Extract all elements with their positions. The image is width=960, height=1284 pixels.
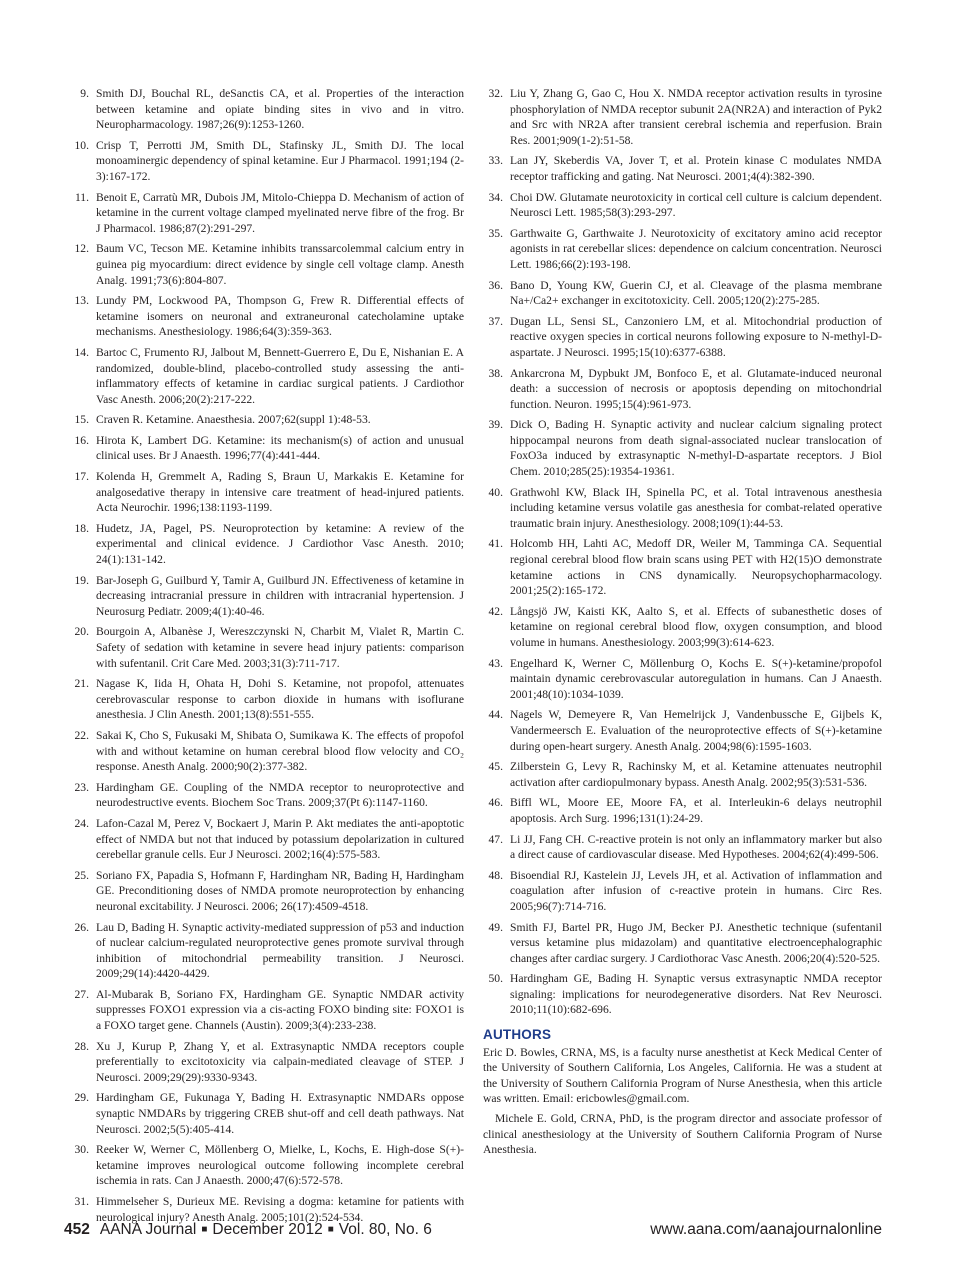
reference-item: [64, 573, 464, 620]
reference-text: Lan JY, Skeberdis VA, Jover T, et al. Protein kinase C modulates NMDA receptor trafficking and gating. Nat Neurosci. 2001;4(4):382-390.: [510, 154, 882, 183]
reference-number: 42.: [488, 604, 503, 618]
reference-item: [478, 920, 882, 967]
footer-citation: [64, 1221, 432, 1239]
references-right-column: [478, 86, 882, 1158]
reference-text: Bourgoin A, Albanèse J, Wereszczynski N, Charbit M, Vialet R, Martin C. Safety of sedation with ketamine in severe head injury patients: comparison with sufentanil. Crit Care Med. 2003;31(3):711-717.: [96, 625, 464, 670]
separator-square: ■: [327, 1224, 334, 1235]
reference-number: 39.: [488, 418, 503, 432]
reference-text: Nagels W, Demeyere R, Van Hemelrijck J, Vandenbussche E, Gijbels K, Vandermeersch E. Evaluation of the neuroprotective effects of S(+)-ketamine during open-heart surgery. Anesth Analg. 2004;98(6):1595-1603.: [510, 708, 882, 753]
reference-text: Dick O, Bading H. Synaptic activity and nuclear calcium signaling protect hippocampal neurons from death signal-associated nuclear translocation of FoxO3a induced by extrasynaptic N-methyl-D-aspartate receptors. J Biol Chem. 2010;285(25):19354-19361.: [510, 418, 882, 479]
reference-item: [478, 759, 882, 790]
reference-text: Holcomb HH, Lahti AC, Medoff DR, Weiler M, Tamminga CA. Sequential regional cerebral blood flow brain scans using PET with H2(15)O demonstrate ketamine actions in CNS dynamically. Neuropsychopharmacology. 2001;25(2):165-172.: [510, 537, 882, 598]
reference-item: [478, 366, 882, 413]
reference-list-left: [64, 86, 464, 1225]
reference-item: [64, 345, 464, 407]
reference-text: Långsjö JW, Kaisti KK, Aalto S, et al. Effects of subanesthetic doses of ketamine on regional cerebral blood flow, oxygen consumption, and blood volume in humans. Anesthesiology. 2003;99(3):614-623.: [510, 604, 882, 649]
reference-item: [478, 868, 882, 915]
reference-item: [64, 412, 464, 428]
reference-number: 26.: [74, 920, 89, 934]
journal-url: www.aana.com/aanajournalonline: [650, 1221, 882, 1238]
reference-item: [64, 780, 464, 811]
reference-text: Liu Y, Zhang G, Gao C, Hou X. NMDA receptor activation results in tyrosine phosphorylation of NMDA receptor subunit 2A(NR2A) and interaction of Pyk2 and Src with NR2A after transient cerebral ischemia and reperfusion. Brain Res. 2001;909(1-2):51-58.: [510, 87, 882, 147]
reference-item: [64, 868, 464, 915]
reference-text: Himmelseher S, Durieux ME. Revising a dogma: ketamine for patients with neurological injury? Anesth Analg. 2005;101(2):524-534.: [96, 1195, 464, 1224]
reference-text: Kolenda H, Gremmelt A, Rading S, Braun U, Markakis E. Ketamine for analgosedative therapy in intensive care treatment of head-injured patients. Acta Neurochir. 1996;138:1193-1199.: [96, 470, 464, 515]
reference-number: 27.: [74, 987, 89, 1001]
reference-text: Biffl WL, Moore EE, Moore FA, et al. Interleukin-6 delays neutrophil apoptosis. Arch Surg. 1996;131(1):24-29.: [510, 796, 882, 825]
reference-item: [64, 987, 464, 1034]
reference-text: Grathwohl KW, Black IH, Spinella PC, et al. Total intravenous anesthesia including ketamine versus volatile gas anesthesia for combat-related operative traumatic brain injury. Anesthesiology. 2008;109(1):44-53.: [510, 485, 882, 530]
reference-item: [478, 832, 882, 863]
reference-number: 14.: [74, 345, 89, 359]
reference-item: [478, 795, 882, 826]
reference-text: Zilberstein G, Levy R, Rachinsky M, et al. Ketamine attenuates neutrophil activation after cardiopulmonary bypass. Anesth Analg. 2002;95(3):531-536.: [510, 760, 882, 789]
reference-text: Hardingham GE, Bading H. Synaptic versus extrasynaptic NMDA receptor signaling: implications for neurodegenerative disorders. Nat Rev Neurosci. 2010;11(10):682-696.: [510, 972, 882, 1017]
reference-item: [478, 656, 882, 703]
reference-item: [64, 816, 464, 863]
reference-text: Baum VC, Tecson ME. Ketamine inhibits transsarcolemmal calcium entry in guinea pig myocardium: direct evidence by single cell voltage clamp. Anesth Analg. 1991;73(6):804-807.: [96, 242, 464, 287]
reference-item: [64, 676, 464, 723]
reference-number: 13.: [74, 294, 89, 308]
reference-item: [478, 86, 882, 148]
reference-item: [64, 190, 464, 237]
author-bio-gold: Michele E. Gold, CRNA, PhD, is the program director and associate professor of clinical anesthesiology at the University of Southern California Program of Nurse Anesthesia.: [483, 1112, 882, 1157]
reference-text: Craven R. Ketamine. Anaesthesia. 2007;62(suppl 1):48-53.: [96, 413, 371, 427]
reference-item: [64, 1039, 464, 1086]
reference-text: Ankarcrona M, Dypbukt JM, Bonfoco E, et al. Glutamate-induced neuronal death: a succession of necrosis or apoptosis depending on mitochondrial function. Neuron. 1995;15(4):961-973.: [510, 366, 882, 411]
reference-list-right: [478, 86, 882, 1018]
reference-item: [64, 920, 464, 982]
reference-text: Hudetz, JA, Pagel, PS. Neuroprotection by ketamine: A review of the experimental and clinical evidence. J Cardiothor Vasc Anesth. 2010; 24(1):131-142.: [96, 521, 464, 567]
authors-heading: AUTHORS: [483, 1027, 552, 1043]
reference-item: [64, 138, 464, 185]
reference-item: [64, 1142, 464, 1189]
reference-item: [478, 604, 882, 651]
reference-text: Nagase K, Iida H, Ohata H, Dohi S. Ketamine, not propofol, attenuates cerebrovascular response to carbon dioxide in humans with isoflurane anesthesia. J Clin Anesth. 2001;13(8):551-555.: [96, 677, 464, 722]
reference-number: 22.: [74, 728, 89, 742]
reference-text: Li JJ, Fang CH. C-reactive protein is not only an inflammatory marker but also a direct cause of cardiovascular disease. Med Hypotheses. 2004;62(4):499-506.: [510, 832, 882, 862]
reference-item: [64, 469, 464, 516]
reference-text: Reeker W, Werner C, Möllenberg O, Mielke, L, Kochs, E. High-dose S(+)-ketamine improves neurological outcome following incomplete cerebral ischemia in rats. Can J Anaesth. 2000;47(6):572-578.: [96, 1143, 464, 1188]
issue-date: December 2012: [212, 1221, 323, 1238]
reference-number: 11.: [74, 190, 89, 204]
references-left-column: [64, 86, 464, 1230]
reference-text: Al-Mubarak B, Soriano FX, Hardingham GE. Synaptic NMDAR activity suppresses FOXO1 expression via a cis-acting FOXO binding site: FOXO1 is a FOXO target gene. Channels (Austin). 2009;3(4):233-238.: [96, 987, 464, 1033]
reference-number: 43.: [488, 656, 503, 670]
reference-text: Hardingham GE, Fukunaga Y, Bading H. Extrasynaptic NMDARs oppose synaptic NMDARs by triggering CREB shut-off and cell death pathways. Nat Neurosci. 2002;5(5):405-414.: [96, 1091, 464, 1136]
reference-number: 31.: [74, 1195, 89, 1208]
reference-number: 19.: [74, 573, 89, 587]
reference-text: Smith DJ, Bouchal RL, deSanctis CA, et al. Properties of the interaction between ketamine and opiate binding sites in vivo and in vitro. Neuropharmacology. 1987;26(9):1253-1260.: [96, 87, 464, 132]
reference-number: 12.: [74, 242, 89, 256]
reference-item: [478, 153, 882, 184]
reference-number: 33.: [488, 154, 503, 168]
reference-number: 36.: [488, 278, 503, 292]
reference-number: 28.: [74, 1039, 89, 1053]
reference-number: 21.: [74, 677, 89, 691]
author-bio-bowles: Eric D. Bowles, CRNA, MS, is a faculty nurse anesthetist at Keck Medical Center of the University of Southern California, Los Angeles, California. He was a student at the University of Southern California Program of Nurse Anesthesia, when this article was written. Email: ericbowles@gmail.com.: [483, 1045, 882, 1106]
reference-number: 35.: [488, 226, 503, 240]
reference-text: Hirota K, Lambert DG. Ketamine: its mechanism(s) of action and unusual clinical uses. Br J Anaesth. 1996;77(4):441-444.: [96, 433, 464, 463]
reference-item: [478, 314, 882, 361]
reference-number: 20.: [74, 625, 89, 639]
reference-number: 16.: [74, 433, 89, 447]
reference-number: 29.: [74, 1091, 89, 1105]
reference-number: 18.: [74, 521, 89, 535]
reference-number: 40.: [488, 485, 503, 499]
reference-number: 32.: [488, 87, 503, 100]
reference-text: Crisp T, Perrotti JM, Smith DL, Stafinsky JL, Smith DJ. The local monoaminergic dependency of spinal ketamine. Eur J Pharmacol. 1991;194 (2-3):167-172.: [96, 138, 464, 183]
reference-item: [478, 226, 882, 273]
reference-item: [64, 433, 464, 464]
reference-item: [64, 241, 464, 288]
page-footer: [64, 1221, 882, 1243]
reference-number: 10.: [74, 138, 89, 152]
page-number: 452: [64, 1221, 90, 1238]
reference-text: Lau D, Bading H. Synaptic activity-mediated suppression of p53 and induction of nuclear calcium-regulated neuroprotective genes promote survival through inhibition of mitochondrial permeability transition. J Neurosci. 2009;29(14):4420-4429.: [96, 920, 464, 981]
reference-item: [64, 293, 464, 340]
reference-item: [478, 536, 882, 598]
reference-number: 23.: [74, 780, 89, 794]
reference-number: 45.: [488, 760, 503, 774]
reference-text: Soriano FX, Papadia S, Hofmann F, Hardingham NR, Bading H, Hardingham GE. Preconditioning doses of NMDA promote neuroprotection by enhancing neuronal excitability. J Neurosci. 2006; 26(17):4509-4518.: [96, 868, 464, 913]
reference-item: [64, 521, 464, 568]
reference-item: [478, 707, 882, 754]
reference-text: Benoit E, Carratù MR, Dubois JM, Mitolo-Chieppa D. Mechanism of action of ketamine in the current voltage clamped myelinated nerve fibre of the frog. Br J Pharmacol. 1986;87(2):291-297.: [96, 190, 464, 235]
reference-item: [64, 86, 464, 133]
reference-item: [64, 1090, 464, 1137]
separator-square: ■: [201, 1224, 208, 1235]
reference-number: 9.: [80, 87, 89, 100]
reference-number: 49.: [488, 920, 503, 934]
reference-number: 38.: [488, 366, 503, 380]
reference-text: Bisoendial RJ, Kastelein JJ, Levels JH, et al. Activation of inflammation and coagulation after infusion of c-reactive protein in humans. Circ Res. 2005;96(7):714-716.: [510, 868, 882, 913]
reference-text: Hardingham GE. Coupling of the NMDA receptor to neuroprotective and neurodestructive events. Biochem Soc Trans. 2009;37(Pt 6):1147-1160.: [96, 780, 464, 810]
reference-item: [64, 624, 464, 671]
reference-text: Lafon-Cazal M, Perez V, Bockaert J, Marin P. Akt mediates the anti-apoptotic effect of NMDA but not that induced by potassium depolarization in cultured cerebellar granule cells. Eur J Neurosci. 2002;16(4):575-583.: [96, 816, 464, 862]
reference-item: [478, 417, 882, 479]
reference-text: Smith FJ, Bartel PR, Hugo JM, Becker PJ. Anesthetic technique (sufentanil versus ketamine plus midazolam) and quantitative electroencephalographic changes after cardiac surgery. J Cardiothorac Vasc Anesth. 2006;20(4):520-525.: [510, 920, 882, 965]
reference-number: 37.: [488, 314, 503, 328]
reference-item: [478, 278, 882, 309]
reference-number: 48.: [488, 868, 503, 882]
reference-number: 30.: [74, 1143, 89, 1157]
reference-number: 34.: [488, 190, 503, 204]
reference-text: Engelhard K, Werner C, Möllenburg O, Kochs E. S(+)-ketamine/propofol maintain dynamic cerebrovascular autoregulation in humans. Can J Anaesth. 2001;48(10):1034-1039.: [510, 656, 882, 701]
reference-text: Lundy PM, Lockwood PA, Thompson G, Frew R. Differential effects of ketamine isomers on neuronal and extraneuronal catecholamine uptake mechanisms. Anesthesiology. 1986;64(3):359-363.: [96, 294, 464, 339]
reference-item: [478, 190, 882, 221]
reference-item: [478, 971, 882, 1018]
reference-text: Choi DW. Glutamate neurotoxicity in cortical cell culture is calcium dependent. Neurosci Lett. 1985;58(3):293-297.: [510, 190, 882, 220]
reference-number: 46.: [488, 796, 503, 810]
journal-name: AANA Journal: [99, 1221, 197, 1238]
reference-number: 15.: [74, 413, 89, 427]
reference-text: Bar-Joseph G, Guilburd Y, Tamir A, Guilburd JN. Effectiveness of ketamine in decreasing intracranial pressure in children with intracranial hypertension. J Neurosurg Pediatr. 2009;4(1):40-46.: [96, 573, 464, 618]
reference-number: 44.: [488, 708, 503, 722]
reference-text: Garthwaite G, Garthwaite J. Neurotoxicity of excitatory amino acid receptor agonists in rat cerebellar slices: dependence on calcium concentration. Neurosci Lett. 1986;66(2):193-198.: [510, 226, 882, 271]
reference-number: 47.: [488, 832, 503, 846]
reference-number: 24.: [74, 816, 89, 830]
reference-text: Sakai K, Cho S, Fukusaki M, Shibata O, Sumikawa K. The effects of propofol with and without ketamine on human cerebral blood flow velocity and CO₂ response. Anesth Analg. 2000;90(2):377-382.: [96, 728, 464, 774]
reference-item: [64, 728, 464, 775]
reference-item: [478, 485, 882, 532]
reference-number: 25.: [74, 868, 89, 882]
reference-text: Dugan LL, Sensi SL, Canzoniero LM, et al. Mitochondrial production of reactive oxygen species in cortical neurons following exposure to N-methyl-D-aspartate. J Neurosci. 1995;15(10):6377-6388.: [510, 314, 882, 359]
reference-text: Bartoc C, Frumento RJ, Jalbout M, Bennett-Guerrero E, Du E, Nishanian E. A randomized, double-blind, placebo-controlled study assessing the anti-inflammatory effects of ketamine in cardiac surgical patients. J Cardiothor Vasc Anesth. 2006;20(2):217-222.: [96, 345, 464, 406]
reference-number: 50.: [488, 972, 503, 986]
reference-text: Bano D, Young KW, Guerin CJ, et al. Cleavage of the plasma membrane Na+/Ca2+ exchanger in excitotoxicity. Cell. 2005;120(2):275-285.: [510, 278, 882, 308]
reference-number: 41.: [488, 537, 503, 551]
reference-number: 17.: [74, 470, 89, 484]
volume-info: Vol. 80, No. 6: [338, 1221, 432, 1238]
reference-text: Xu J, Kurup P, Zhang Y, et al. Extrasynaptic NMDA receptors couple preferentially to excitotoxicity via calpain-mediated cleavage of STEP. J Neurosci. 2009;29(29):9330-9343.: [96, 1039, 464, 1084]
